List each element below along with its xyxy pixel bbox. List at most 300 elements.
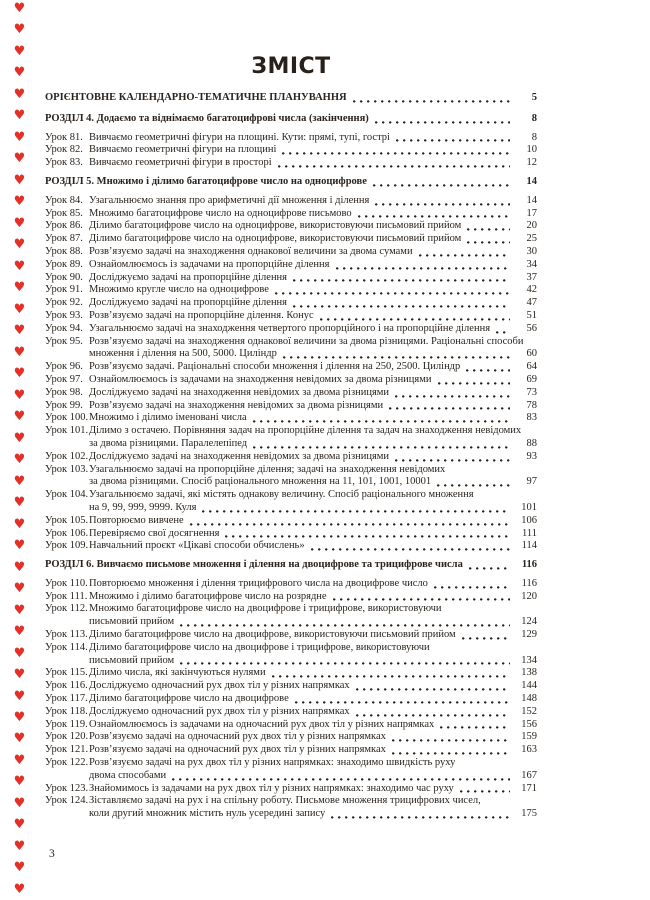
page-number: 171 — [521, 782, 537, 794]
dot-leader — [295, 701, 510, 704]
toc-entry-line — [45, 438, 537, 451]
heart-ornament-icon: ♥ — [13, 624, 26, 640]
lesson-label: Урок 110. — [45, 577, 88, 589]
toc-entry-line — [45, 144, 537, 157]
heart-ornament-icon: ♥ — [13, 65, 26, 81]
page-number: 148 — [521, 693, 537, 705]
page-number: 14 — [526, 194, 537, 206]
toc-entry-line — [45, 693, 537, 706]
dot-leader — [438, 382, 510, 385]
lesson-label: Урок 82. — [45, 144, 83, 156]
heart-ornament-icon: ♥ — [13, 430, 26, 446]
entry-text: Розв’язуємо задачі на знаходження однакової величини за двома сумами — [89, 245, 413, 257]
entry-text: Множимо багатоцифрове число на двоцифрове і трицифрове, використовуючи — [89, 603, 442, 615]
heart-ornament-icon: ♥ — [13, 22, 26, 38]
heart-ornament-icon: ♥ — [13, 194, 26, 210]
dot-leader — [395, 395, 510, 398]
heart-ornament-icon: ♥ — [13, 602, 26, 618]
page-number: 159 — [521, 731, 537, 743]
heart-ornament-icon: ♥ — [13, 731, 26, 747]
dot-leader — [253, 446, 510, 449]
page-number: 42 — [526, 284, 537, 296]
page-number: 124 — [521, 616, 537, 628]
dot-leader — [496, 331, 510, 334]
entry-text: Ознайомлюємось із задачами на пропорційне ділення — [89, 258, 330, 270]
lesson-label: Урок 102. — [45, 450, 89, 462]
entry-text: РОЗДІЛ 4. Додаємо та віднімаємо багатоцифрові числа (закінчення) — [45, 112, 369, 124]
entry-text: Зіставляємо задачі на рух і на спільну роботу. Письмове множення трицифрових чисел, — [89, 795, 481, 807]
dot-leader — [275, 292, 510, 295]
page-number: 34 — [526, 258, 537, 270]
page-number: 88 — [526, 437, 537, 449]
toc-entry — [45, 132, 537, 145]
toc-entry-line — [45, 400, 537, 413]
dot-leader — [373, 184, 510, 187]
toc-entry-line — [45, 132, 537, 145]
dot-leader — [202, 510, 510, 513]
toc-entry-line — [45, 348, 537, 361]
lesson-label: Урок 83. — [45, 157, 83, 169]
entry-text: множення і ділення на 500, 5000. Циліндр — [89, 348, 277, 360]
page-number: 120 — [521, 590, 537, 602]
heart-ornament-icon: ♥ — [13, 108, 26, 124]
dot-leader — [375, 203, 510, 206]
toc-entry-line — [45, 603, 537, 616]
toc-entry — [45, 578, 537, 591]
toc-entry-line — [45, 757, 537, 770]
entry-text: Ділимо багатоцифрове число на двоцифрове, використовуючи письмовий прийом — [89, 629, 456, 641]
page-number: 97 — [526, 476, 537, 488]
heart-ornament-icon: ♥ — [13, 667, 26, 683]
entry-text: Ділимо багатоцифрове число на одноцифрове, використовуючи письмовий прийом — [89, 233, 462, 245]
heart-ornament-icon: ♥ — [13, 860, 26, 876]
lesson-label: Урок 86. — [45, 220, 83, 232]
toc-entry — [45, 540, 537, 553]
lesson-label: Урок 116. — [45, 680, 88, 692]
dot-leader — [467, 241, 510, 244]
entry-text: Множимо багатоцифрове число на одноцифрове письмово — [89, 207, 352, 219]
page-number: 144 — [521, 680, 537, 692]
dot-leader — [395, 459, 510, 462]
heart-ornament-icon: ♥ — [13, 43, 26, 59]
toc-entry-line — [45, 783, 537, 796]
dot-leader — [253, 420, 510, 423]
toc-entry — [45, 515, 537, 528]
toc-entry — [45, 220, 537, 233]
entry-text: двома способами — [89, 769, 167, 781]
heart-ornament-icon: ♥ — [13, 452, 26, 468]
lesson-label: Урок 81. — [45, 131, 83, 143]
toc-entry — [45, 195, 537, 208]
page-number: 64 — [526, 361, 537, 373]
page-number: 134 — [521, 654, 537, 666]
toc-entry-line — [45, 220, 537, 233]
lesson-label: Урок 88. — [45, 245, 83, 257]
toc-entry-line — [45, 706, 537, 719]
toc-entry-line — [45, 667, 537, 680]
toc-entry-line — [45, 176, 537, 189]
heart-ornament-icon: ♥ — [13, 495, 26, 511]
dot-leader — [389, 407, 510, 410]
page-number: 138 — [521, 667, 537, 679]
entry-text: Узагальнюємо задачі, які містять однакову величину. Спосіб раціонального множення — [89, 489, 474, 501]
toc-entry — [45, 284, 537, 297]
entry-text: Вивчаємо геометричні фігури на площині — [89, 144, 277, 156]
entry-text: Узагальнюємо знання про арифметичні дії множення і ділення — [89, 194, 370, 206]
dot-leader — [278, 165, 510, 168]
dot-leader — [282, 152, 510, 155]
lesson-label: Урок 114. — [45, 641, 88, 653]
dot-leader — [353, 100, 510, 103]
entry-text: Ознайомлюємось із задачами на знаходження невідомих за двома різницями — [89, 373, 432, 385]
toc-entry — [45, 144, 537, 157]
entry-text: Вивчаємо геометричні фігури на площині. Кути: прямі, тупі, гострі — [89, 131, 390, 143]
toc-entry-line — [45, 808, 537, 821]
page-number: 8 — [531, 112, 537, 124]
toc-entry — [45, 400, 537, 413]
toc-entry-line — [45, 655, 537, 668]
lesson-label: Урок 97. — [45, 373, 83, 385]
entry-text: Повторюємо множення і ділення трицифрового числа на двоцифрове число — [89, 577, 428, 589]
lesson-label: Урок 95. — [45, 335, 83, 347]
page-number: 5 — [531, 92, 537, 103]
dot-leader — [466, 369, 510, 372]
heart-ornament-icon: ♥ — [13, 1, 26, 16]
toc-entry-line — [45, 233, 537, 246]
toc-entry-line — [45, 629, 537, 642]
toc-entry — [45, 323, 537, 336]
toc-entry — [45, 528, 537, 541]
lesson-label: Урок 118. — [45, 705, 88, 717]
toc-entry — [45, 667, 537, 680]
page-number: 156 — [521, 718, 537, 730]
entry-text: Узагальнюємо задачі на пропорційне ділення; задачі на знаходження невідомих — [89, 463, 446, 475]
toc-entry — [45, 361, 537, 374]
toc-entry-line — [45, 412, 537, 425]
toc-entry — [45, 246, 537, 259]
toc-entry-line — [45, 476, 537, 489]
lesson-label: Урок 122. — [45, 757, 89, 769]
entry-text: Множимо кругле число на одноцифрове — [89, 284, 269, 296]
toc-entry — [45, 412, 537, 425]
page-number: 78 — [526, 399, 537, 411]
lesson-label: Урок 113. — [45, 629, 88, 641]
toc-entry-line — [45, 310, 537, 323]
entry-text: за двома різницями. Спосіб раціонального множення на 11, 101, 1001, 10001 — [89, 476, 432, 488]
entry-text: Ділимо багатоцифрове число на двоцифрове і трицифрове, використовуючи — [89, 641, 430, 653]
page-number: 56 — [526, 322, 537, 334]
dot-leader — [180, 662, 510, 665]
heart-ornament-icon: ♥ — [13, 301, 26, 317]
heart-ornament-icon: ♥ — [13, 172, 26, 188]
page-number: 8 — [531, 131, 537, 143]
dot-leader — [392, 752, 510, 755]
toc-entry-line — [45, 680, 537, 693]
page-number: 60 — [526, 348, 537, 360]
entry-text: ОРІЄНТОВНЕ КАЛЕНДАРНО-ТЕМАТИЧНЕ ПЛАНУВАННЯ — [45, 92, 347, 103]
lesson-label: Урок 106. — [45, 527, 89, 539]
page-number: 47 — [526, 297, 537, 309]
page-number: 14 — [526, 175, 537, 187]
lesson-label: Урок 90. — [45, 271, 83, 283]
lesson-label: Урок 104. — [45, 489, 89, 501]
toc-entry-line — [45, 795, 537, 808]
page-number: 25 — [526, 233, 537, 245]
lesson-label: Урок 93. — [45, 309, 83, 321]
toc-entry — [45, 374, 537, 387]
toc-entry-line — [45, 284, 537, 297]
lesson-label: Урок 121. — [45, 744, 89, 756]
entry-text: Вивчаємо геометричні фігури в просторі — [89, 157, 272, 169]
toc-entry — [45, 629, 537, 642]
heart-ornament-icon: ♥ — [13, 280, 26, 296]
toc-entry — [45, 259, 537, 272]
lesson-label: Урок 109. — [45, 540, 89, 552]
lesson-label: Урок 99. — [45, 399, 83, 411]
page-number: 51 — [526, 309, 537, 321]
heart-ornament-icon: ♥ — [13, 645, 26, 661]
lesson-label: Урок 85. — [45, 207, 83, 219]
toc-entry-line — [45, 272, 537, 285]
heart-ornament-icon: ♥ — [13, 881, 26, 897]
page-number: 12 — [526, 157, 537, 169]
toc-entry-line — [45, 92, 537, 105]
dot-leader — [293, 279, 510, 282]
entry-text: за двома різницями. Паралелепіпед — [89, 437, 248, 449]
toc-entry-line — [45, 642, 537, 655]
toc-entry — [45, 693, 537, 706]
dot-leader — [356, 714, 510, 717]
page-number: 116 — [521, 577, 537, 589]
lesson-label: Урок 105. — [45, 514, 89, 526]
dot-leader — [331, 816, 510, 819]
heart-ornament-icon: ♥ — [13, 581, 26, 597]
page-number: 167 — [521, 769, 537, 781]
heart-ornament-icon: ♥ — [13, 817, 26, 833]
lesson-label: Урок 120. — [45, 731, 89, 743]
dot-leader — [469, 567, 510, 570]
lesson-label: Урок 100. — [45, 412, 89, 424]
page-number: 175 — [521, 808, 537, 820]
page-number: 114 — [521, 540, 537, 552]
entry-text: коли другий множник містить нуль усередині запису — [89, 808, 326, 820]
toc-entry-line — [45, 731, 537, 744]
heart-ornament-icon: ♥ — [13, 559, 26, 575]
heart-ornament-icon: ♥ — [13, 86, 26, 102]
toc-entry — [45, 795, 537, 821]
toc-entry — [45, 559, 537, 572]
toc-entry-line — [45, 208, 537, 221]
toc-entry-line — [45, 246, 537, 259]
toc-content — [45, 54, 537, 821]
entry-text: Розв’язуємо задачі на рух двох тіл у різних напрямках: знаходимо швидкість руху — [89, 757, 456, 769]
entry-text: РОЗДІЛ 5. Множимо і ділимо багатоцифрове число на одноцифрове — [45, 175, 367, 187]
toc-entry — [45, 464, 537, 490]
toc-entry — [45, 719, 537, 732]
heart-ornament-icon: ♥ — [13, 709, 26, 725]
page-number: 129 — [521, 629, 537, 641]
heart-ornament-icon: ♥ — [13, 151, 26, 167]
lesson-label: Урок 96. — [45, 361, 83, 373]
toc-entry-line — [45, 464, 537, 477]
toc-entry — [45, 297, 537, 310]
toc-entry-line — [45, 616, 537, 629]
entry-text: Ділимо числа, які закінчуються нулями — [89, 667, 266, 679]
page-number: 30 — [526, 245, 537, 257]
dot-leader — [333, 598, 510, 601]
heart-ornament-icon: ♥ — [13, 752, 26, 768]
toc-entry — [45, 425, 537, 451]
toc-entry-line — [45, 591, 537, 604]
toc-entry-line — [45, 515, 537, 528]
entry-text: Знайомимось із задачами на рух двох тіл у різних напрямках: знаходимо час руху — [89, 782, 454, 794]
toc-entry — [45, 92, 537, 105]
entry-text: Ділимо з остачею. Порівняння задач на пропорційне ділення та задач на знаходження невідомих — [89, 425, 522, 437]
toc-entry — [45, 113, 537, 126]
toc-entry-line — [45, 744, 537, 757]
lesson-label: Урок 91. — [45, 284, 83, 296]
heart-ornament-icon: ♥ — [13, 344, 26, 360]
toc-entry-line — [45, 528, 537, 541]
entry-text: Досліджуємо одночасний рух двох тіл у різних напрямках — [89, 680, 350, 692]
entry-text: на 9, 99, 999, 9999. Куля — [89, 501, 197, 513]
page-number: 17 — [526, 207, 537, 219]
toc-entry — [45, 642, 537, 668]
dot-leader — [311, 548, 510, 551]
lesson-label: Урок 84. — [45, 194, 83, 206]
entry-text: Розв’язуємо задачі. Раціональні способи множення і ділення на 250, 2500. Циліндр — [89, 361, 461, 373]
toc-entry-line — [45, 374, 537, 387]
heart-ornament-icon: ♥ — [13, 215, 26, 231]
entry-text: Множимо і ділимо іменовані числа — [89, 412, 247, 424]
toc-entry-line — [45, 336, 537, 349]
page-number: 116 — [521, 559, 537, 571]
heart-ornament-icon: ♥ — [13, 795, 26, 811]
dot-leader — [272, 675, 510, 678]
toc — [45, 92, 537, 821]
entry-text: Досліджуємо задачі на знаходження невідомих за двома різницями — [89, 386, 390, 398]
entry-text: Розв’язуємо задачі на пропорційне ділення. Конус — [89, 309, 314, 321]
entry-text: Досліджуємо задачі на пропорційне ділення — [89, 297, 288, 309]
toc-entry — [45, 233, 537, 246]
toc-entry-line — [45, 297, 537, 310]
toc-entry — [45, 783, 537, 796]
page-number: 163 — [521, 744, 537, 756]
entry-text: Розв’язуємо задачі на одночасний рух двох тіл у різних напрямках — [89, 744, 386, 756]
dot-leader — [460, 790, 510, 793]
entry-text: Розв’язуємо задачі на знаходження однакової величини за двома різницями. Раціональні способи — [89, 335, 524, 347]
dot-leader — [419, 254, 510, 257]
toc-entry-line — [45, 540, 537, 553]
lesson-label: Урок 98. — [45, 386, 83, 398]
lesson-label: Урок 119. — [45, 718, 88, 730]
page-number: 10 — [526, 144, 537, 156]
toc-entry — [45, 272, 537, 285]
heart-ornament-icon: ♥ — [13, 688, 26, 704]
heart-ornament-icon: ♥ — [13, 387, 26, 403]
toc-entry-line — [45, 113, 537, 126]
dot-leader — [356, 688, 510, 691]
entry-text: письмовий прийом — [89, 654, 175, 666]
toc-entry — [45, 157, 537, 170]
dot-leader — [320, 318, 510, 321]
lesson-label: Урок 115. — [45, 667, 88, 679]
heart-ornament-icon: ♥ — [13, 538, 26, 554]
heart-ornament-icon: ♥ — [13, 838, 26, 854]
page-number: 93 — [526, 450, 537, 462]
toc-entry-line — [45, 719, 537, 732]
toc-entry — [45, 706, 537, 719]
toc-entry — [45, 336, 537, 362]
footer-page-number: 3 — [49, 848, 55, 860]
entry-text: Перевіряємо свої досягнення — [89, 527, 220, 539]
lesson-label: Урок 94. — [45, 322, 83, 334]
toc-entry — [45, 731, 537, 744]
page-number: 101 — [521, 501, 537, 513]
toc-entry — [45, 451, 537, 464]
entry-text: РОЗДІЛ 6. Вивчаємо письмове множення і ділення на двоцифрове та трицифрове числа — [45, 559, 463, 571]
dot-leader — [336, 267, 511, 270]
toc-entry-line — [45, 259, 537, 272]
entry-text: Розв’язуємо задачі на одночасний рух двох тіл у різних напрямках — [89, 731, 386, 743]
toc-entry-line — [45, 361, 537, 374]
dot-leader — [467, 228, 510, 231]
lesson-label: Урок 112. — [45, 603, 88, 615]
entry-text: Ділимо багатоцифрове число на двоцифрове — [89, 693, 289, 705]
toc-entry — [45, 603, 537, 629]
page-number: 83 — [526, 412, 537, 424]
entry-text: Досліджуємо задачі на знаходження невідомих за двома різницями — [89, 450, 390, 462]
toc-entry — [45, 489, 537, 515]
page-number: 106 — [521, 514, 537, 526]
lesson-label: Урок 117. — [45, 693, 88, 705]
toc-entry-line — [45, 323, 537, 336]
entry-text: Узагальнюємо задачі на знаходження четвертого пропорційного і на пропорційне ділення — [89, 322, 491, 334]
heart-ornament-icon: ♥ — [13, 323, 26, 339]
toc-entry-line — [45, 425, 537, 438]
lesson-label: Урок 89. — [45, 258, 83, 270]
lesson-label: Урок 101. — [45, 425, 89, 437]
toc-entry-line — [45, 502, 537, 515]
page-number: 20 — [526, 220, 537, 232]
page-number: 69 — [526, 373, 537, 385]
dot-leader — [396, 139, 510, 142]
toc-entry-line — [45, 157, 537, 170]
heart-ornament-icon: ♥ — [13, 774, 26, 790]
heart-ornament-icon: ♥ — [13, 516, 26, 532]
page-number: 152 — [521, 705, 537, 717]
page-title: ЗМІСТ — [251, 54, 331, 79]
lesson-label: Урок 87. — [45, 233, 83, 245]
lesson-label: Урок 92. — [45, 297, 83, 309]
dot-leader — [293, 305, 510, 308]
dot-leader — [434, 586, 510, 589]
dot-leader — [180, 624, 510, 627]
dot-leader — [358, 215, 510, 218]
entry-text: Досліджуємо задачі на пропорційне ділення — [89, 271, 288, 283]
entry-text: Множимо і ділимо багатоцифрове число на розрядне — [89, 590, 327, 602]
toc-entry-line — [45, 489, 537, 502]
toc-entry-line — [45, 578, 537, 591]
heart-ornament-icon: ♥ — [13, 237, 26, 253]
heart-ornament-icon: ♥ — [13, 473, 26, 489]
dot-leader — [462, 637, 510, 640]
dot-leader — [440, 726, 510, 729]
heart-ornament-icon: ♥ — [13, 258, 26, 274]
entry-text: Розв’язуємо задачі на знаходження невідомих за двома різницями — [89, 399, 384, 411]
entry-text: Досліджуємо одночасний рух двох тіл у різних напрямках — [89, 705, 350, 717]
entry-text: Навчальний проєкт «Цікаві способи обчислень» — [89, 540, 305, 552]
